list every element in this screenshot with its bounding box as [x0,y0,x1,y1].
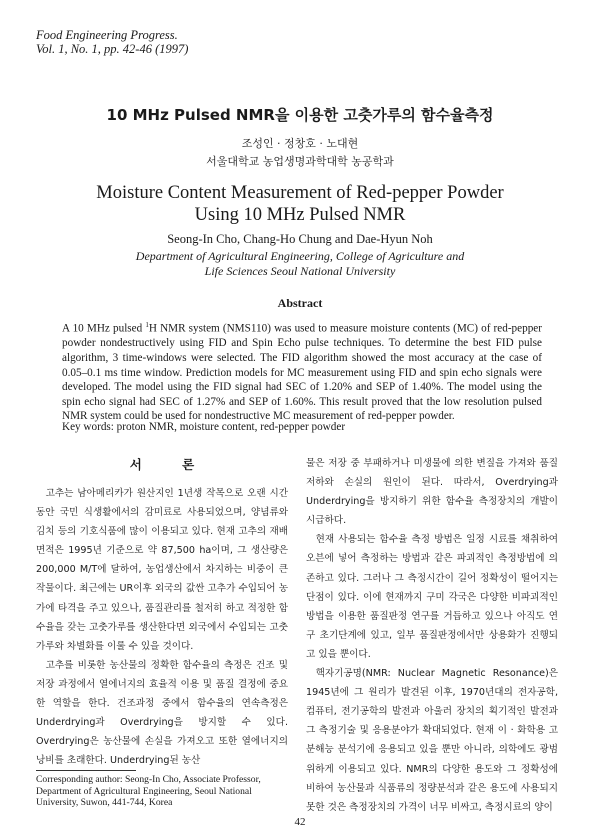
english-affiliation [0,249,600,279]
body-column-left [36,455,288,770]
abstract-text-start: A 10 MHz pulsed [62,322,146,335]
keywords: Key words: proton NMR, moisture content, red-pepper powder [62,421,346,433]
abstract-text-rest: H NMR system (NMS110) was used to measure moisture contents (MC) of red-pepper powder nondestructively using FID and Spin Echo pulse techniques. To determine the best FID pulse algorithm, 3 time-windows were selected. The FID algorithm showed the most accuracy at the case of 0.05–0.1 ms time window. Prediction models for MC measurement using FID and spin echo signals were developed. The model using the FID signal had SEC of 1.20% and SEP of 1.40%. The model using the spin echo signal had SEC of 1.27% and SEP of 1.60%. This result proved that the low resolution pulsed NMR system could be used for nondestructive MC measurement of red-pepper powder. [62,322,542,423]
english-title-line1: Moisture Content Measurement of Red-pepper Powder [96,183,504,203]
english-title [0,182,600,226]
footnote-line1: Corresponding author: Seong-In Cho, Associate Professor, [36,774,261,785]
section-title: 서 론 [129,457,213,472]
english-authors: Seong-In Cho, Chang-Ho Chung and Dae-Hyun Noh [167,232,433,246]
right-paragraph-1: 물은 저장 중 부패하거나 미생물에 의한 변질을 가져와 품질저하와 손실의 원인이 된다. 따라서, Overdrying과 Underdrying을 방지하기 위한 함수율 측정장치의 개발이 시급하다. [306,458,558,527]
journal-name: Food Engineering Progress. [36,28,178,42]
right-paragraph-2: 현재 사용되는 함수율 측정 방법은 일정 시료를 채취하여 오븐에 넣어 측정하는 방법과 같은 파괴적인 측정방법에 의존하고 있다. 그러나 그 측정시간이 길어 정확성이 떨어지는 단점이 있다. 이에 현재까지 구미 각국은 다양한 비파괴적인 방법을 이용한 품질판정 연구를 거듭하고 있으나 아직도 연구 초기단계에 있고, 일부 품질판정에서만 상용화가 진행되고 있을 뿐이다. [306,534,558,660]
abstract-text [62,318,542,424]
english-affiliation-line1: Department of Agricultural Engineering, College of Agriculture and [135,249,465,263]
page-number: 42 [294,816,306,828]
abstract-heading: Abstract [277,296,323,310]
journal-header [36,28,188,56]
english-affiliation-line2: Life Sciences Seoul National University [204,264,396,278]
journal-citation: Vol. 1, No. 1, pp. 42-46 (1997) [36,42,189,56]
left-paragraph-1: 고추는 남아메리카가 원산지인 1년생 작목으로 오랜 시간동안 국민 식생활에서의 감미료로 사용되었으며, 양념류와 김치 등의 기호식품에 많이 이용되고 있다. 현재 고추의 재배면적은 1995년 기준으로 약 87,500 ha이며, 그 생산량은 200,000 M/T에 달하여, 농업생산에서 차지하는 비중이 큰 작물이다. 최근에는 UR이후 외국의 값싼 고추가 수입되어 농가에 타격을 주고 있으나, 품질관리를 철저히 하고 적정한 함수율을 갖는 고춧가루를 생산한다면 외국에서 수입되는 고춧가루와 차별화를 이룰 수 있을 것이다. [36,488,288,652]
superscript-one: 1 [145,321,149,329]
korean-authors: 조성인 · 정창호 · 노대현 [241,137,359,150]
left-paragraph-2: 고추를 비롯한 농산물의 정확한 함수율의 측정은 건조 및 저장 과정에서 열에너지의 효율적 이용 및 품질 결정에 중요한 역할을 한다. 건조과정 중에서 함수율의 연속측정은 Underdrying과 Overdrying을 방지할 수 있다. Overdrying은 농산물에 손실을 가져오고 또한 열에너지의 낭비를 초래한다. Underdrying된 농산 [36,659,288,767]
korean-affiliation: 서울대학교 농업생명과학대학 농공학과 [206,155,394,168]
korean-title: 10 MHz Pulsed NMR을 이용한 고춧가루의 함수율측정 [106,106,494,124]
footnote-divider [36,770,136,771]
body-column-right [306,454,558,817]
english-title-line2: Using 10 MHz Pulsed NMR [194,205,406,225]
corresponding-author-footnote [36,774,288,809]
right-paragraph-3: 핵자기공명(NMR: Nuclear Magnetic Resonance)은 1945년에 그 원리가 발견된 이후, 1970년대의 전자공학, 컴퓨터, 전기공학의 발전과 아울러 장치의 획기적인 발전과 그 측정기술 및 응용분야가 확대되었다. 현재 이 · 화학용 고분해능 분석기에 응용되고 있을 뿐만 아니라, 의학에도 광범위하게 이용되고 있다. NMR의 다양한 용도와 그 정확성에 비하여 농산물과 식품류의 정량분석과 같은 용도에 사용되지 못한 것은 측정장치의 가격이 너무 비싸고, 측정시료의 양이 [306,668,558,813]
footnote-line3: University, Suwon, 441-744, Korea [36,797,173,809]
footnote-line2: Department of Agricultural Engineering, Seoul National [36,785,252,797]
